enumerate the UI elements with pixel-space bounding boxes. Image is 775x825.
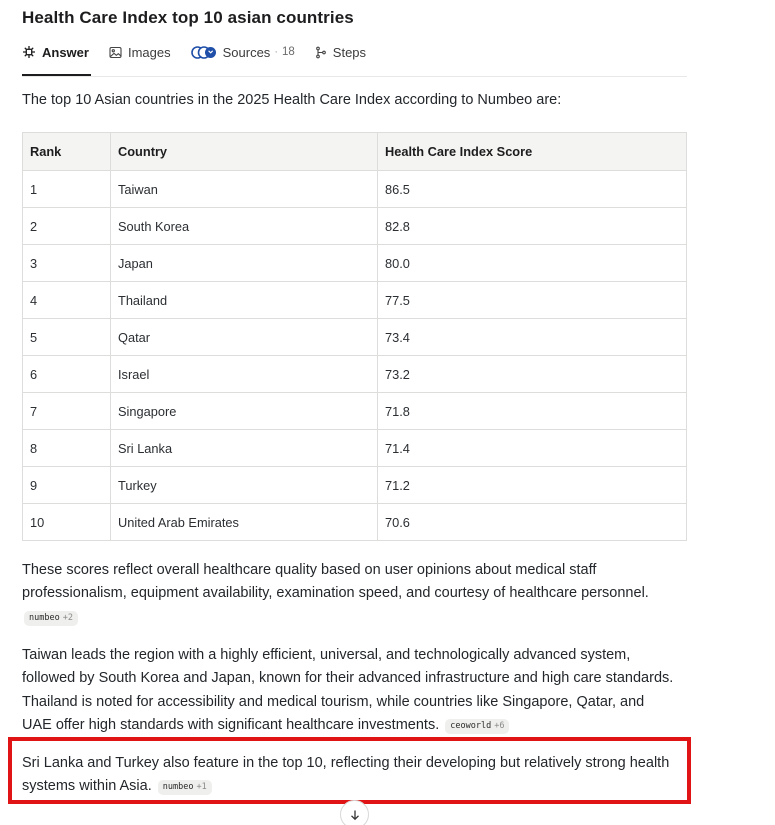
citation-source: numbeo (29, 612, 60, 623)
rank-cell: 9 (23, 467, 111, 504)
rank-cell: 2 (23, 208, 111, 245)
citation-chip[interactable] (445, 719, 509, 734)
country-cell: Taiwan (111, 171, 378, 208)
rank-cell: 7 (23, 393, 111, 430)
score-cell: 86.5 (378, 171, 687, 208)
rank-cell: 6 (23, 356, 111, 393)
table-row (23, 393, 687, 430)
score-cell: 71.4 (378, 430, 687, 467)
table-row (23, 356, 687, 393)
rank-cell: 5 (23, 319, 111, 356)
paragraph-text: Sri Lanka and Turkey also feature in the top 10, reflecting their developing but relatively strong health systems within Asia. (22, 755, 670, 795)
tab-images-label: Images (127, 44, 171, 60)
arrow-down-icon (349, 809, 361, 821)
header-rank: Rank (23, 133, 111, 171)
query-title: Health Care Index top 10 asian countries (22, 8, 354, 27)
tab-steps[interactable] (315, 38, 366, 66)
score-cell: 71.8 (378, 393, 687, 430)
highlight-annotation-box (8, 737, 691, 804)
rank-cell: 4 (23, 282, 111, 319)
table-header-row (23, 133, 687, 171)
country-cell: Israel (111, 356, 378, 393)
country-cell: Singapore (111, 393, 378, 430)
table-row (23, 504, 687, 541)
tab-sources-separator: · (274, 46, 278, 58)
tab-sources[interactable] (191, 38, 295, 66)
answer-paragraph (22, 644, 677, 737)
tab-answer[interactable] (22, 38, 89, 66)
rank-cell: 1 (23, 171, 111, 208)
table-row (23, 282, 687, 319)
citation-source: numbeo (162, 782, 194, 793)
sources-icon (191, 46, 217, 59)
table-row (23, 245, 687, 282)
country-cell: Sri Lanka (111, 430, 378, 467)
score-cell: 70.6 (378, 504, 687, 541)
citation-more-count: +2 (62, 612, 73, 623)
table-row (23, 430, 687, 467)
tab-steps-label: Steps (332, 44, 367, 60)
answer-icon (22, 45, 36, 59)
country-cell: Qatar (111, 319, 378, 356)
country-cell: South Korea (111, 208, 378, 245)
table-row (23, 319, 687, 356)
result-tabs (22, 38, 687, 77)
country-cell: United Arab Emirates (111, 504, 378, 541)
rank-cell: 3 (23, 245, 111, 282)
citation-chip[interactable] (24, 611, 78, 626)
score-cell: 77.5 (378, 282, 687, 319)
answer-intro: The top 10 Asian countries in the 2025 Health Care Index according to Numbeo are: (22, 92, 562, 108)
score-cell: 71.2 (378, 467, 687, 504)
rank-cell: 8 (23, 430, 111, 467)
tab-sources-label: Sources (222, 44, 271, 60)
table-row (23, 208, 687, 245)
tab-sources-count: 18 (281, 46, 295, 58)
citation-source: ceoworld (450, 720, 492, 731)
citation-more-count: +6 (494, 720, 505, 731)
header-score: Health Care Index Score (378, 133, 687, 171)
rank-cell: 10 (23, 504, 111, 541)
paragraph-text: These scores reflect overall healthcare quality based on user opinions about medical staff professionalism, equipment availability, examination speed, and courtesy of healthcare personnel. (22, 562, 649, 602)
answer-paragraph (22, 559, 677, 629)
steps-icon (315, 46, 327, 59)
tab-answer-label: Answer (42, 44, 89, 60)
table-row (23, 171, 687, 208)
tab-images[interactable] (109, 38, 171, 66)
country-cell: Turkey (111, 467, 378, 504)
table-row (23, 467, 687, 504)
header-country: Country (111, 133, 378, 171)
score-cell: 73.4 (378, 319, 687, 356)
image-icon (109, 46, 122, 59)
score-cell: 73.2 (378, 356, 687, 393)
citation-more-count: +1 (196, 782, 207, 793)
health-care-index-table (22, 132, 687, 541)
score-cell: 82.8 (378, 208, 687, 245)
scroll-down-button[interactable] (340, 800, 369, 825)
score-cell: 80.0 (378, 245, 687, 282)
country-cell: Thailand (111, 282, 378, 319)
paragraph-text: Taiwan leads the region with a highly efficient, universal, and technologically advanced system, followed by South Korea and Japan, known for their advanced infrastructure and high care standards. Thailand is noted for accessibility and medical tourism, while countries like Singapore, Qatar, and UAE offer high standards with significant healthcare investments. (22, 647, 674, 733)
country-cell: Japan (111, 245, 378, 282)
